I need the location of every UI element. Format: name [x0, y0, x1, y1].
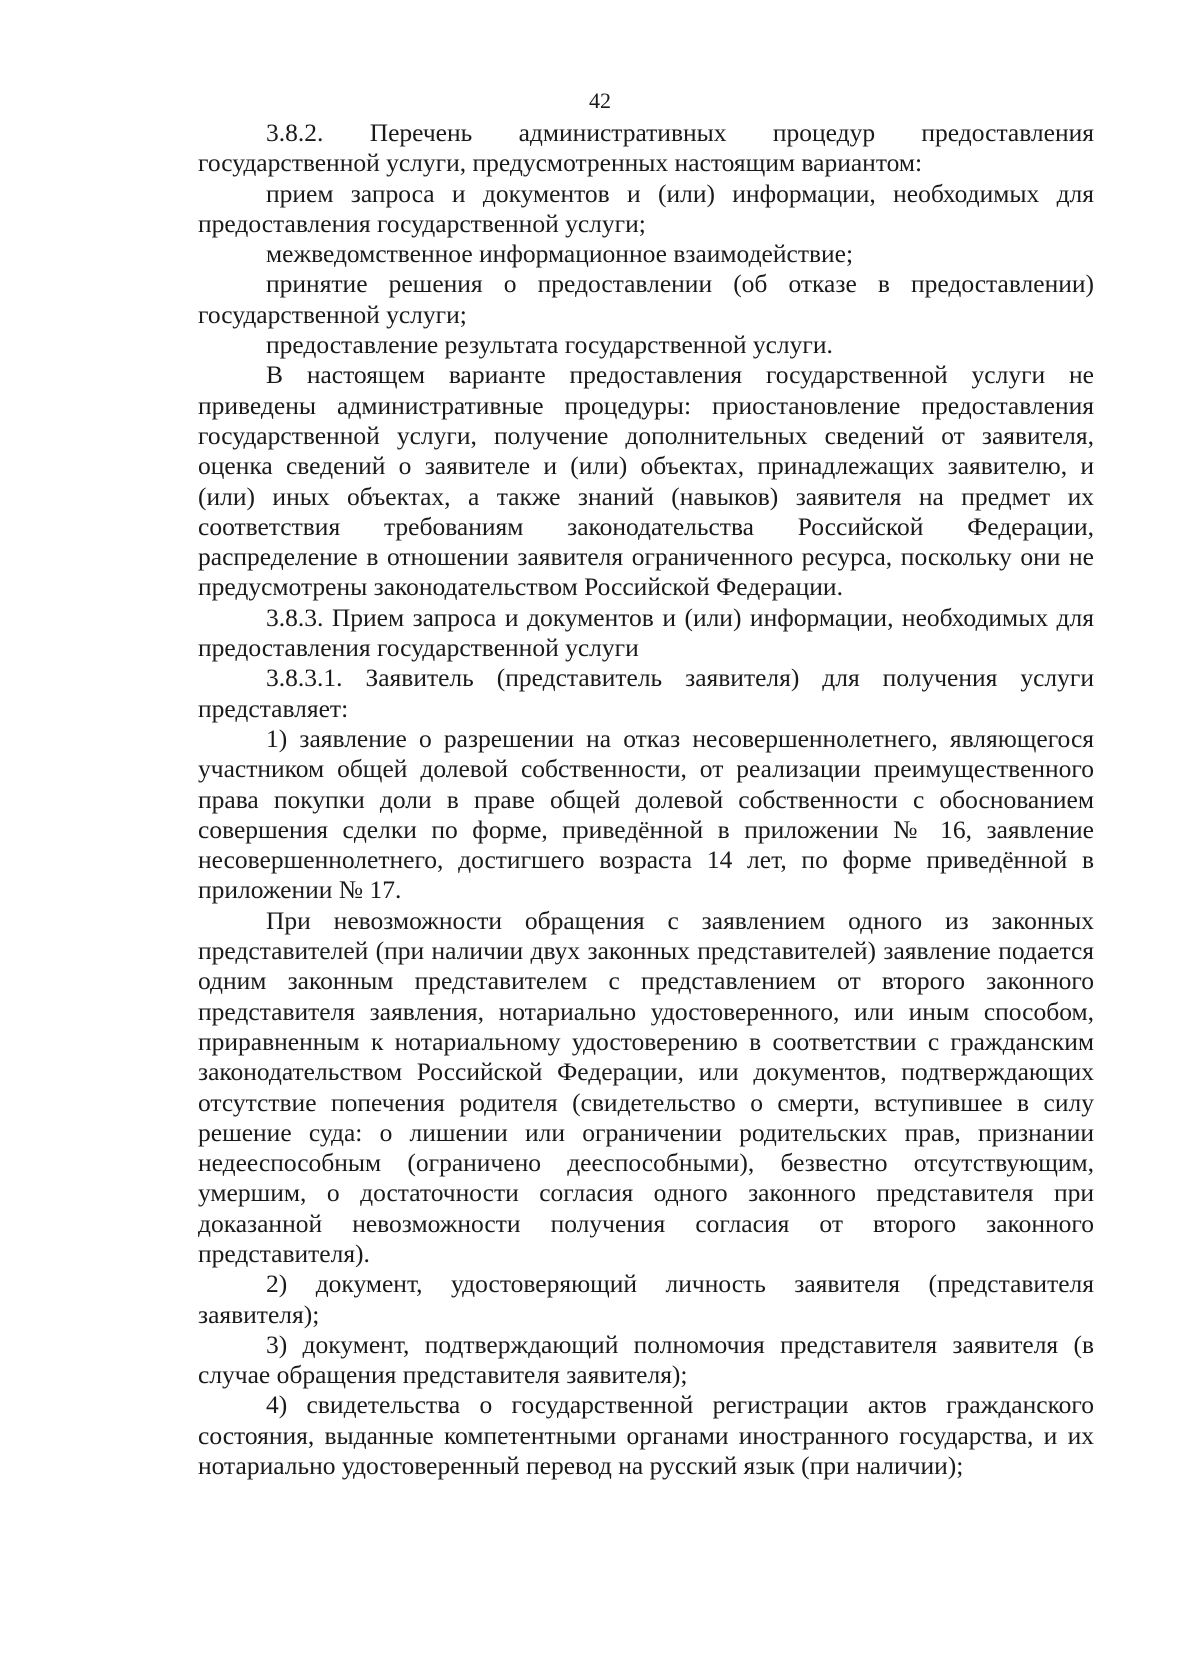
- paragraph-3-8-3-1: 3.8.3.1. Заявитель (представитель заявителя) для получения услуги представляет:: [198, 663, 1094, 723]
- list-item-2: 2) документ, удостоверяющий личность заявителя (представителя заявителя);: [198, 1269, 1094, 1329]
- list-item-3: 3) документ, подтверждающий полномочия представителя заявителя (в случае обращения представителя заявителя);: [198, 1329, 1094, 1390]
- paragraph-3-8-2: 3.8.2. Перечень административных процедур предоставления государственной услуги, предусмотренных настоящим вариантом:: [198, 118, 1094, 178]
- list-item-4: 4) свидетельства о государственной регистрации актов гражданского состояния, выданные компетентными органами иностранного государства, и их нотариально удостоверенный перевод на русский язык (при наличии);: [198, 1390, 1094, 1481]
- procedure-item-reception: прием запроса и документов и (или) информации, необходимых для предоставления государственной услуги;: [198, 178, 1094, 238]
- paragraph-excluded-procedures: В настоящем варианте предоставления государственной услуги не приведены административные процедуры: приостановление предоставления государственной услуги, получение дополнительных сведений от заявителя, оценка сведений о заявителе и (или) объектах, принадлежащих заявителю, и (или) иных объектах, а также знаний (навыков) заявителя на предмет их соответствия требованиям законодательства Российской Федерации, распределение в отношении заявителя ограниченного ресурса, поскольку они не предусмотрены законодательством Российской Федерации.: [198, 360, 1094, 602]
- procedure-item-decision: принятие решения о предоставлении (об отказе в предоставлении) государственной услуги;: [198, 269, 1094, 329]
- document-body: [198, 118, 1094, 1481]
- paragraph-3-8-3: 3.8.3. Прием запроса и документов и (или) информации, необходимых для предоставления государственной услуги: [198, 602, 1094, 663]
- procedure-item-interaction: межведомственное информационное взаимодействие;: [266, 239, 854, 269]
- list-item-1: 1) заявление о разрешении на отказ несовершеннолетнего, являющегося участником общей долевой собственности, от реализации преимущественного права покупки доли в праве общей долевой собственности с обоснованием совершения сделки по форме, приведённой в приложении № 16, заявление несовершеннолетнего, достигшего возраста 14 лет, по форме приведённой в приложении № 17.: [198, 723, 1094, 905]
- paragraph-legal-representatives: При невозможности обращения с заявлением одного из законных представителей (при наличии двух законных представителей) заявление подается одним законным представителем с представлением от второго законного представителя заявления, нотариально удостоверенного, или иным способом, приравненным к нотариальному удостоверению в соответствии с гражданским законодательством Российской Федерации, или документов, подтверждающих отсутствие попечения родителя (свидетельство о смерти, вступившее в силу решение суда: о лишении или ограничении родительских прав, признании недееспособным (ограничено дееспособными), безвестно отсутствующим, умершим, о достаточности согласия одного законного представителя при доказанной невозможности получения согласия от второго законного представителя).: [198, 905, 1094, 1268]
- procedure-item-result: предоставление результата государственной услуги.: [266, 330, 833, 360]
- page-number: 42: [589, 88, 611, 113]
